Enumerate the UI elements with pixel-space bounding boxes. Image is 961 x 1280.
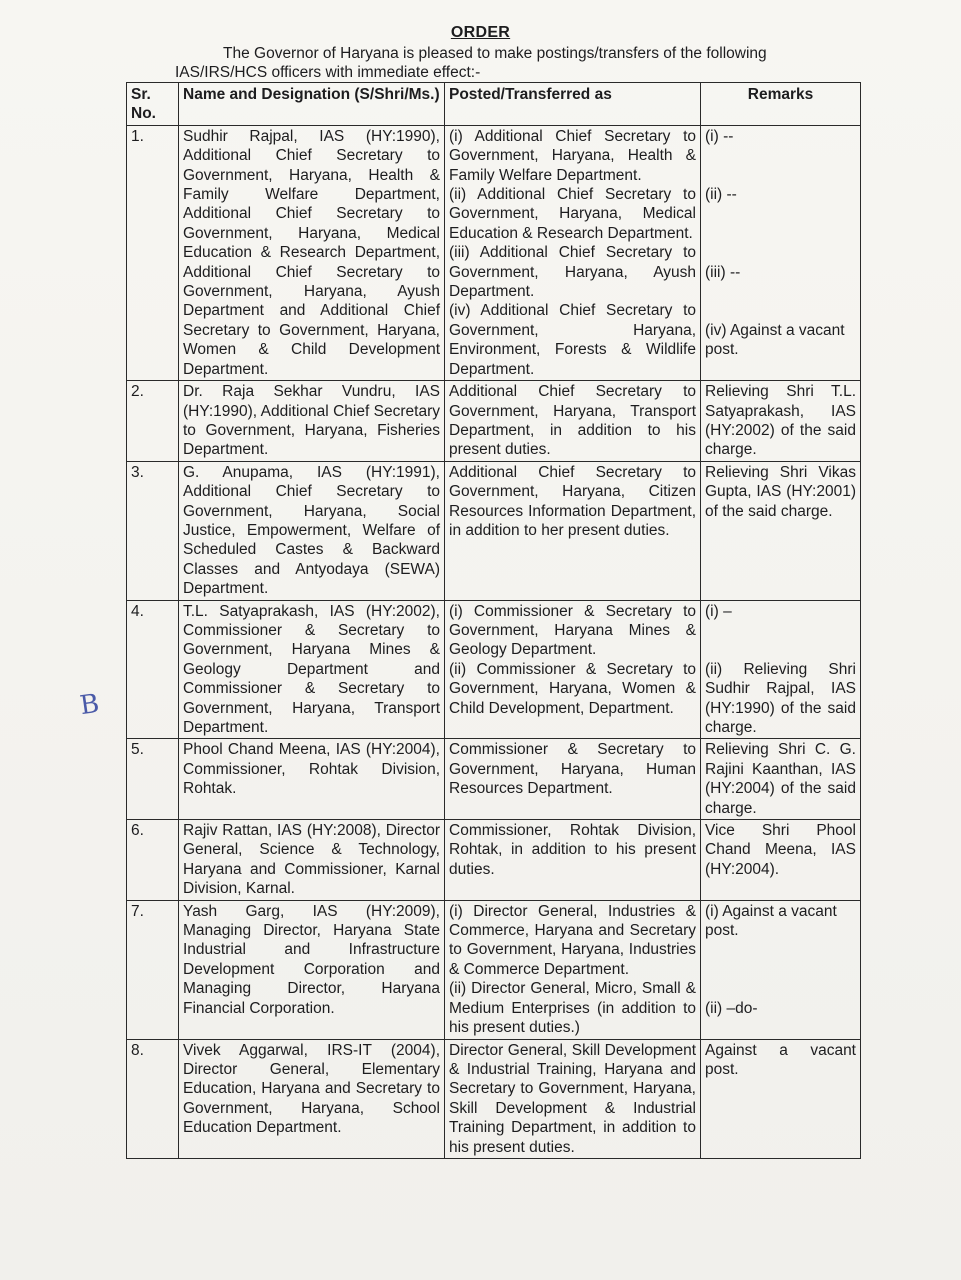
intro-paragraph — [175, 44, 875, 82]
sr-no-cell: 2. — [127, 381, 179, 462]
posted-item: (ii) Commissioner & Secretary to Government, Haryana, Women & Child Development, Department. — [449, 660, 696, 717]
name-designation-cell: Yash Garg, IAS (HY:2009), Managing Director, Haryana State Industrial and Infrastructure Development Corporation and Managing Director, Haryana Financial Corporation. — [179, 900, 445, 1039]
name-designation-cell: Dr. Raja Sekhar Vundru, IAS (HY:1990), Additional Chief Secretary to Government, Haryana, Fisheries Department. — [179, 381, 445, 462]
handwritten-margin-mark: B — [78, 688, 102, 722]
sr-no-cell: 8. — [127, 1039, 179, 1158]
remarks-cell — [701, 1039, 861, 1158]
header-sr-no: Sr. No. — [127, 83, 179, 126]
posted-cell — [445, 381, 701, 462]
posted-item: (iv) Additional Chief Secretary to Government, Haryana, Environment, Forests & Wildlife Department. — [449, 302, 696, 378]
intro-line-1: The Governor of Haryana is pleased to make postings/transfers of the following — [223, 45, 767, 62]
sr-no-cell: 6. — [127, 820, 179, 901]
remarks-cell — [701, 820, 861, 901]
sr-no-cell: 5. — [127, 739, 179, 820]
posted-item: Commissioner & Secretary to Government, Haryana, Human Resources Department. — [449, 741, 696, 798]
header-remarks: Remarks — [701, 83, 861, 126]
header-posted-transferred: Posted/Transferred as — [445, 83, 701, 126]
posted-cell — [445, 461, 701, 600]
remarks-cell — [701, 381, 861, 462]
posted-cell — [445, 600, 701, 739]
posted-item: Additional Chief Secretary to Government, Haryana, Citizen Resources Information Department, in addition to her present duties. — [449, 463, 696, 539]
posted-cell — [445, 125, 701, 380]
remark-item: (ii) –do- — [705, 999, 758, 1017]
name-designation-cell: Vivek Aggarwal, IRS-IT (2004), Director General, Elementary Education, Haryana and Secretary to Government, Haryana, School Education Department. — [179, 1039, 445, 1158]
table-row — [127, 820, 861, 901]
table-row — [127, 1039, 861, 1158]
postings-table — [126, 82, 861, 1159]
sr-no-cell: 4. — [127, 600, 179, 739]
posted-item: Director General, Skill Development & Industrial Training, Haryana and Secretary to Government, Haryana, Skill Development & Industrial Training Department, in addition to his present duties. — [449, 1041, 696, 1156]
intro-line-2: IAS/IRS/HCS officers with immediate effect:- — [175, 64, 481, 81]
remarks-cell — [701, 461, 861, 600]
posted-item: Commissioner, Rohtak Division, Rohtak, in addition to his present duties. — [449, 822, 696, 878]
table-row — [127, 461, 861, 600]
sr-no-cell: 1. — [127, 125, 179, 380]
name-designation-cell: Rajiv Rattan, IAS (HY:2008), Director General, Science & Technology, Haryana and Commissioner, Karnal Division, Karnal. — [179, 820, 445, 901]
posted-item: (i) Commissioner & Secretary to Government, Haryana Mines & Geology Department. — [449, 602, 696, 659]
posted-item: (ii) Director General, Micro, Small & Medium Enterprises (in addition to his present duties.) — [449, 980, 696, 1037]
remark-item: (iii) -- — [705, 263, 741, 281]
posted-cell — [445, 820, 701, 901]
table-row — [127, 381, 861, 462]
remark-item: Relieving Shri T.L. Satyaprakash, IAS (HY:2002) of the said charge. — [705, 383, 856, 459]
remarks-cell — [701, 739, 861, 820]
sr-no-cell: 3. — [127, 461, 179, 600]
remark-item: Against a vacant post. — [705, 1041, 856, 1078]
remark-item: Relieving Shri C. G. Rajini Kaanthan, IAS (HY:2004) of the said charge. — [705, 741, 856, 817]
table-header-row — [127, 83, 861, 126]
posted-cell — [445, 900, 701, 1039]
remark-item: Vice Shri Phool Chand Meena, IAS (HY:2004). — [705, 822, 856, 878]
remark-item: Relieving Shri Vikas Gupta, IAS (HY:2001) of the said charge. — [705, 463, 856, 520]
name-designation-cell: T.L. Satyaprakash, IAS (HY:2002), Commissioner & Secretary to Government, Haryana Mines & Geology Department and Commissioner & Secretary to Government, Haryana, Transport Department. — [179, 600, 445, 739]
posted-item: (i) Additional Chief Secretary to Government, Haryana, Health & Family Welfare Department. — [449, 127, 696, 184]
sr-no-cell: 7. — [127, 900, 179, 1039]
remark-item: (i) – — [705, 602, 732, 620]
table-row — [127, 900, 861, 1039]
remark-item: (i) Against a vacant post. — [705, 902, 837, 940]
name-designation-cell: Sudhir Rajpal, IAS (HY:1990), Additional Chief Secretary to Government, Haryana, Health & Family Welfare Department, Additional Chief Secretary to Government, Haryana, Medical Education & Research Department, Additional Chief Secretary to Government, Haryana, Ayush Department and Additional Chief Secretary to Government, Haryana, Women & Child Development Department. — [179, 125, 445, 380]
remark-item: (ii) -- — [705, 186, 737, 203]
remarks-cell — [701, 900, 861, 1039]
table-row — [127, 739, 861, 820]
posted-cell — [445, 739, 701, 820]
order-heading: ORDER — [450, 24, 511, 41]
remarks-cell — [701, 600, 861, 739]
remark-item: (iv) Against a vacant post. — [705, 321, 845, 359]
table-row — [127, 125, 861, 380]
table-row — [127, 600, 861, 739]
posted-item: (iii) Additional Chief Secretary to Government, Haryana, Ayush Department. — [449, 244, 696, 301]
name-designation-cell: Phool Chand Meena, IAS (HY:2004), Commissioner, Rohtak Division, Rohtak. — [179, 739, 445, 820]
posted-item: (i) Director General, Industries & Commerce, Haryana and Secretary to Government, Haryana, Industries & Commerce Department. — [449, 902, 696, 978]
remark-item: (i) -- — [705, 127, 734, 145]
posted-item: Additional Chief Secretary to Government, Haryana, Transport Department, in addition to his present duties. — [449, 383, 696, 459]
remark-item: (ii) Relieving Shri Sudhir Rajpal, IAS (HY:1990) of the said charge. — [705, 660, 856, 736]
remarks-cell — [701, 125, 861, 380]
posted-item: (ii) Additional Chief Secretary to Government, Haryana, Medical Education & Research Department. — [449, 186, 696, 242]
header-name-designation: Name and Designation (S/Shri/Ms.) — [179, 83, 445, 126]
posted-cell — [445, 1039, 701, 1158]
name-designation-cell: G. Anupama, IAS (HY:1991), Additional Chief Secretary to Government, Haryana, Social Justice, Empowerment, Welfare of Scheduled Castes & Backward Classes and Antyodaya (SEWA) Department. — [179, 461, 445, 600]
